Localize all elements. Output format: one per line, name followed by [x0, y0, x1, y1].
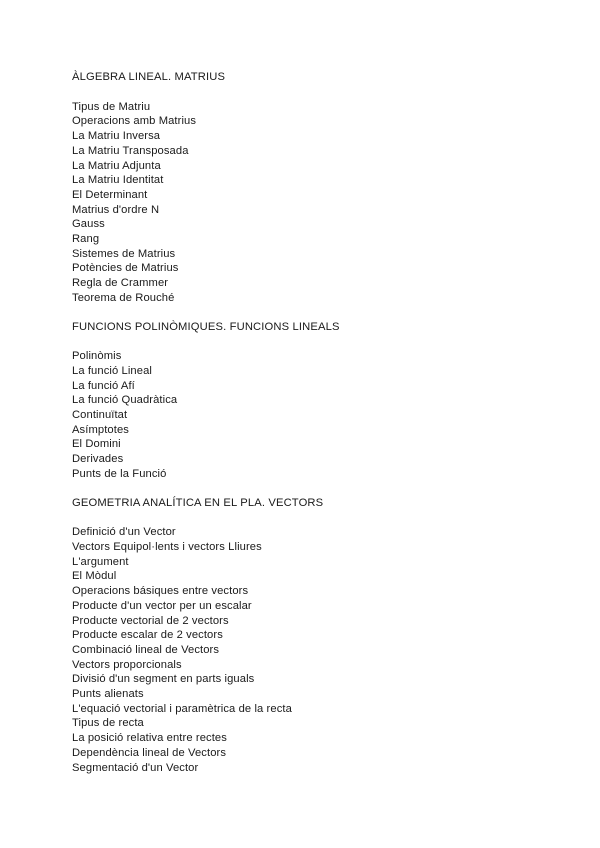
list-item: Tipus de Matriu: [72, 100, 151, 113]
list-item: El Mòdul: [72, 570, 117, 583]
list-item: Matrius d'ordre N: [72, 203, 160, 216]
list-item: Vectors Equipol·lents i vectors Lliures: [72, 540, 262, 553]
list-item: Combinació lineal de Vectors: [72, 643, 220, 656]
list-item: El Domini: [72, 438, 121, 451]
section-geometria-analitica: [72, 496, 552, 776]
list-item: La posició relativa entre rectes: [72, 732, 227, 745]
list-item: Potències de Matrius: [72, 262, 179, 275]
list-item: Continuïtat: [72, 409, 128, 422]
list-item: La Matriu Identitat: [72, 174, 164, 187]
topic-list: [72, 525, 552, 775]
list-item: Operacions amb Matrius: [72, 115, 197, 128]
topic-list: [72, 100, 552, 306]
list-item: L'argument: [72, 555, 129, 568]
list-item: Vectors proporcionals: [72, 658, 182, 671]
section-title: GEOMETRIA ANALÍTICA EN EL PLA. VECTORS: [72, 496, 324, 509]
list-item: Sistemes de Matrius: [72, 247, 176, 260]
list-item: Operacions básiques entre vectors: [72, 585, 249, 598]
list-item: Teorema de Rouché: [72, 291, 175, 304]
list-item: Segmentació d'un Vector: [72, 761, 199, 774]
list-item: Producte vectorial de 2 vectors: [72, 614, 229, 627]
list-item: Derivades: [72, 453, 124, 466]
section-funcions-polinomiques: [72, 320, 552, 482]
section-algebra-lineal: [72, 70, 552, 306]
list-item: La funció Quadràtica: [72, 394, 178, 407]
list-item: Punts alienats: [72, 688, 144, 701]
list-item: La Matriu Adjunta: [72, 159, 161, 172]
document-page: [72, 70, 552, 789]
list-item: Polinòmis: [72, 350, 122, 363]
list-item: Divisió d'un segment en parts iguals: [72, 673, 255, 686]
list-item: Gauss: [72, 218, 105, 231]
list-item: Asímptotes: [72, 423, 129, 436]
list-item: Producte escalar de 2 vectors: [72, 629, 223, 642]
section-title: FUNCIONS POLINÒMIQUES. FUNCIONS LINEALS: [72, 320, 340, 333]
list-item: Producte d'un vector per un escalar: [72, 599, 252, 612]
list-item: Definició d'un Vector: [72, 526, 176, 539]
list-item: La Matriu Inversa: [72, 130, 161, 143]
list-item: Rang: [72, 233, 100, 246]
list-item: L'equació vectorial i paramètrica de la recta: [72, 702, 292, 715]
list-item: La funció Lineal: [72, 364, 152, 377]
list-item: El Determinant: [72, 188, 148, 201]
list-item: La funció Afí: [72, 379, 135, 392]
list-item: Dependència lineal de Vectors: [72, 746, 227, 759]
section-title: ÀLGEBRA LINEAL. MATRIUS: [72, 71, 226, 83]
list-item: La Matriu Transposada: [72, 144, 189, 157]
list-item: Punts de la Funció: [72, 467, 167, 480]
list-item: Regla de Crammer: [72, 277, 169, 290]
list-item: Tipus de recta: [72, 717, 144, 730]
topic-list: [72, 349, 552, 481]
